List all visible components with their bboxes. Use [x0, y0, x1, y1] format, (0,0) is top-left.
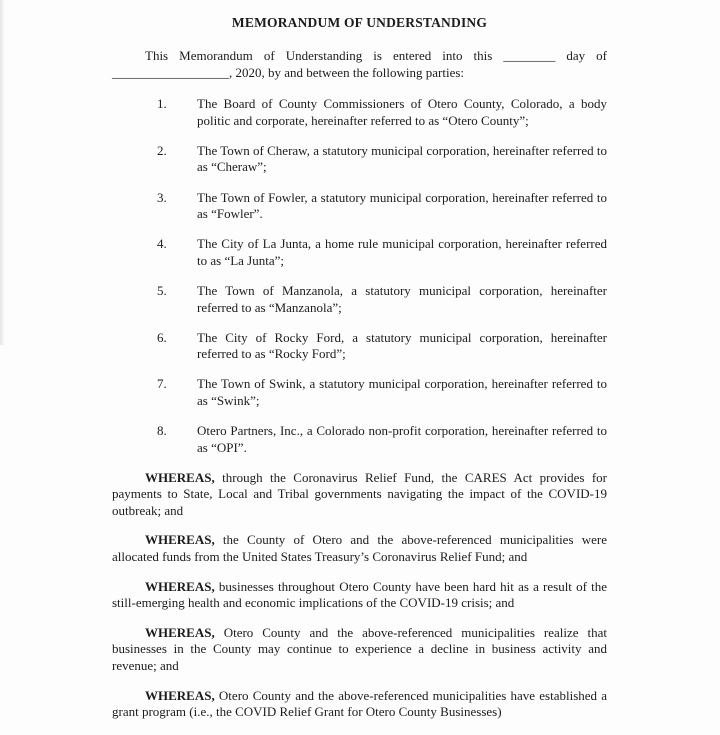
whereas-text: Otero County and the above-referenced municipalities have established a grant program (i.e., the COVID Relief Grant for Otero County Businesses) — [112, 687, 607, 720]
whereas-clause-1 — [112, 470, 607, 520]
whereas-text: through the Coronavirus Relief Fund, the CARES Act provides for payments to State, Local and Tribal governments navigating the impact of the COVID-19 outbreak; and — [112, 469, 607, 518]
party-number: 4. — [157, 236, 167, 252]
whereas-text: businesses throughout Otero County have been hard hit as a result of the still-emerging health and economic implications of the COVID-19 crisis; and — [112, 578, 607, 611]
party-number: 8. — [157, 423, 167, 438]
whereas-clause-5 — [112, 688, 607, 721]
whereas-lead: WHEREAS, — [145, 469, 215, 485]
party-text: The Town of Fowler, a statutory municipal corporation, hereinafter referred to as “Fowler”. — [197, 189, 607, 222]
party-item-7 — [112, 376, 607, 409]
scan-edge-artifact — [0, 0, 5, 345]
party-text: The City of Rocky Ford, a statutory municipal corporation, hereinafter referred to as “Rocky Ford”; — [197, 329, 607, 362]
party-item-3 — [112, 190, 607, 223]
party-text: The City of La Junta, a home rule municipal corporation, hereinafter referred to as “La Junta”; — [197, 236, 607, 268]
party-text: The Town of Swink, a statutory municipal corporation, hereinafter referred to as “Swink”; — [197, 376, 607, 408]
party-item-8 — [112, 423, 607, 456]
party-item-4 — [112, 236, 607, 269]
document-title: MEMORANDUM OF UNDERSTANDING — [231, 15, 488, 30]
whereas-text: the County of Otero and the above-referenced municipalities were allocated funds from the United States Treasury’s Coronavirus Relief Fund; and — [112, 532, 607, 565]
party-number: 7. — [157, 376, 167, 392]
party-number: 6. — [157, 329, 167, 345]
party-text: The Board of County Commissioners of Otero County, Colorado, a body politic and corporate, hereinafter referred to as “Otero County”; — [197, 96, 607, 128]
whereas-lead: WHEREAS, — [145, 578, 215, 594]
party-number: 2. — [157, 142, 167, 158]
whereas-lead: WHEREAS, — [145, 687, 215, 703]
party-number: 3. — [157, 189, 167, 205]
whereas-lead: WHEREAS, — [145, 532, 215, 548]
whereas-lead: WHEREAS, — [145, 624, 215, 640]
party-number: 1. — [157, 96, 167, 112]
party-text: The Town of Cheraw, a statutory municipal corporation, hereinafter referred to as “Cheraw”; — [197, 142, 607, 175]
party-item-1 — [112, 96, 607, 129]
party-item-2 — [112, 143, 607, 176]
whereas-clause-4 — [112, 625, 607, 675]
party-item-5 — [112, 283, 607, 316]
party-number: 5. — [157, 282, 167, 298]
party-item-6 — [112, 330, 607, 363]
whereas-clause-2 — [112, 532, 607, 565]
party-text: The Town of Manzanola, a statutory municipal corporation, hereinafter referred to as “Manzanola”; — [197, 282, 607, 315]
opening-paragraph: This Memorandum of Understanding is entered into this ________ day of __________________, 2020, by and between the following parties: — [112, 48, 607, 80]
whereas-text: Otero County and the above-referenced municipalities realize that businesses in the County may continue to experience a decline in business activity and revenue; and — [112, 624, 607, 674]
whereas-clause-3 — [112, 579, 607, 612]
party-text: Otero Partners, Inc., a Colorado non-profit corporation, hereinafter referred to as “OPI”. — [197, 423, 607, 455]
